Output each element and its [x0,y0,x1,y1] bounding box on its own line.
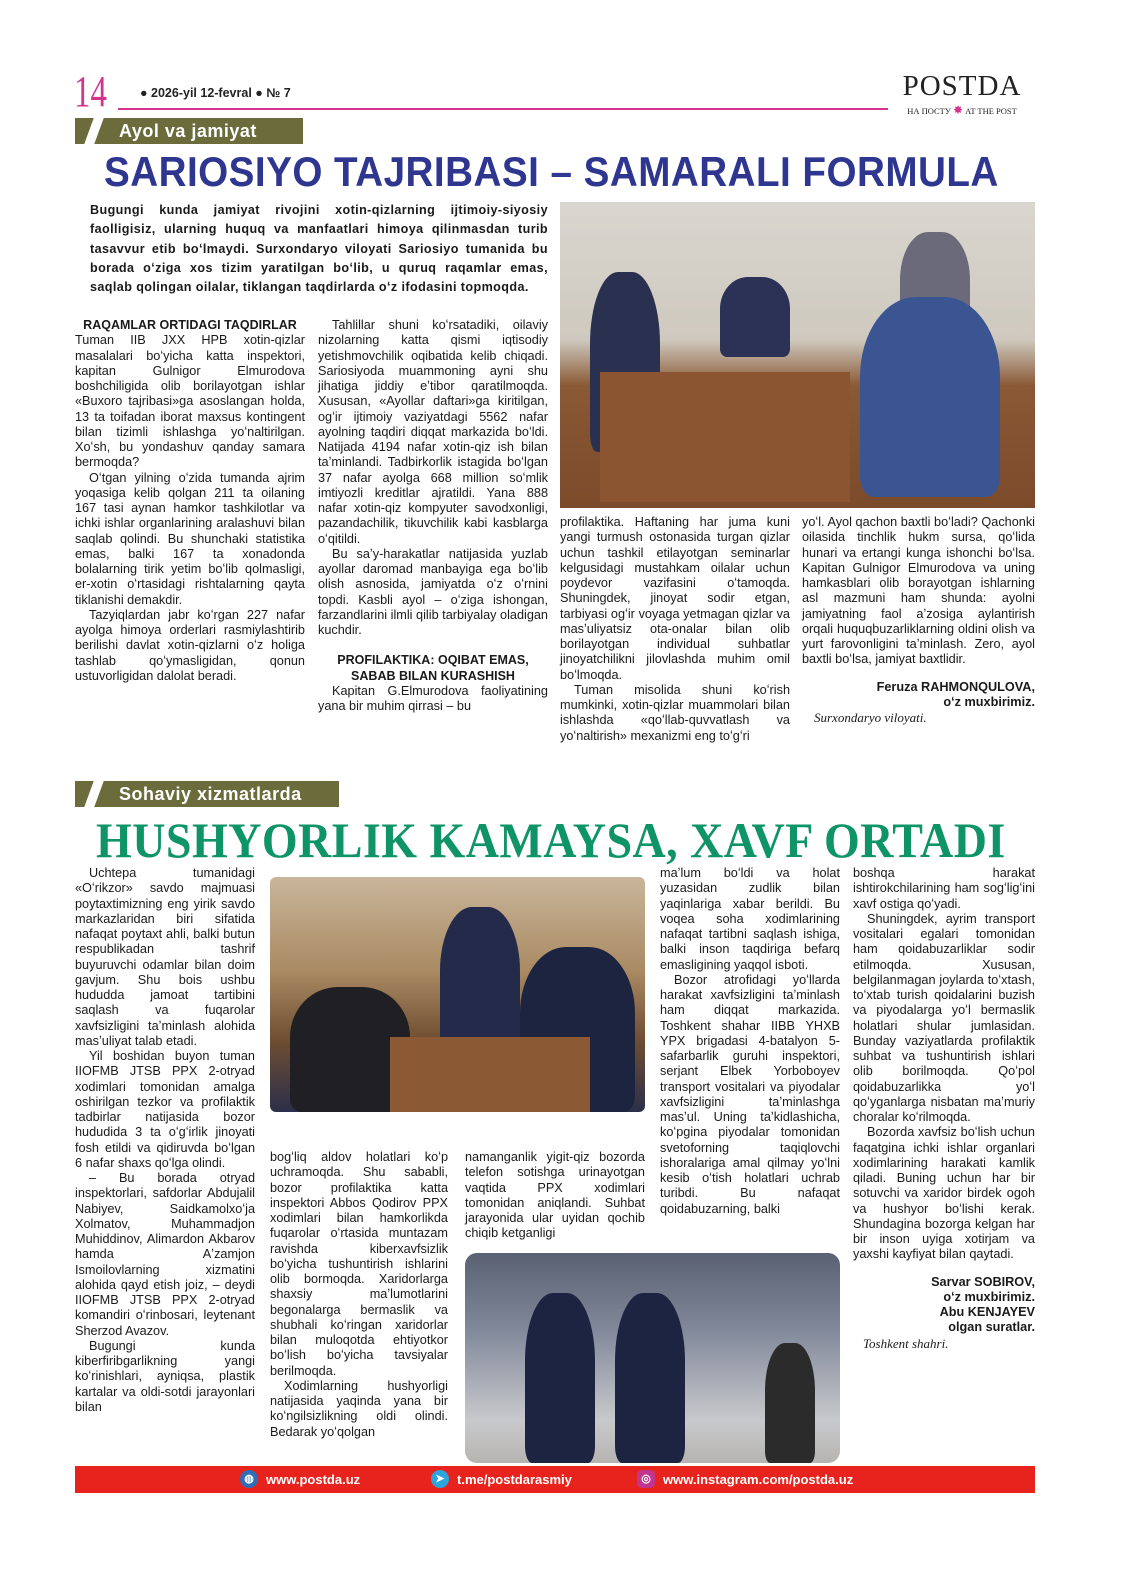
telegram-link[interactable] [431,1470,572,1488]
photo-market-patrol [465,1253,840,1463]
paragraph: Bu saʼy-harakatlar natijasida yuzlab ayollar daromad manbayiga ega boʻlib olish asnosida, jamiyatda oʻz oʻrnini topdi. Kasbli ayol – oʻziga ishongan, farzandlarini ilmli qilib tarbiyalay oladigan kuchdir. [318,546,548,637]
article-lead: Bugungi kunda jamiyat rivojini xotin-qizlarning ijtimoiy-siyosiy faolligisiz, ularning huquq va manfaatlari himoya qilinmasdan turib tasavvur etib boʻlmaydi. Surxondaryo viloyati Sariosiyo tumanida bu borada oʻziga xos tizim yaratilgan boʻlib, u quruq raqamlar emas, saqlab qolingan oilalar, tiklangan taqdirlarda oʻz ifodasini topmoqda. [90,203,548,295]
photo-office-meeting [560,202,1035,508]
globe-icon: ◍ [240,1470,258,1488]
author-role: oʻz muxbirimiz. [943,694,1035,709]
article1-column-3 [560,515,790,744]
article2-column-5 [853,866,1035,1352]
photographer-role: olgan suratlar. [948,1320,1035,1335]
instagram-icon: ◎ [637,1470,655,1488]
section-tag-label: Sohaviy xizmatlarda [119,784,302,804]
section-tag [75,781,339,807]
footer-bar [75,1466,1035,1493]
logo-sub-ru: НА ПОСТУ [907,106,951,116]
article1-column-4 [802,515,1035,726]
slash-decoration [84,118,103,144]
newspaper-logo [888,72,1036,118]
article2-column-5-text [853,866,1035,1263]
section-tag [75,118,303,144]
paragraph: yoʻl. Ayol qachon baxtli boʻladi? Qachonki oilasida tinchlik hukm sursa, qoʻlida hunari va ertangi kunga ishonchi boʻlsa. Kapitan Gulnigor Elmurodova va uning hamkasblari olib borayotgan ishlarning asl mazmuni ham shunda: ayolni jamiyatning faol aʼzosiga aylantirish orqali huquqbuzarliklarning oldini olish va yurt farovonligini taʼminlash. Zero, ayol baxtli boʻlsa, jamiyat baxtlidir. [802,515,1035,667]
page-number: 14 [74,67,107,116]
article2-column-2 [270,1150,448,1440]
author-name: Sarvar SOBIROV, [931,1274,1035,1289]
logo-sub-en: AT THE POST [965,106,1017,116]
paragraph: maʼlum boʻldi va holat yuzasidan zudlik bilan yaqinlariga xabar berildi. Bu voqea soha xodimlarining nafaqat tartibni saqlash ishiga, balki inson taqdiriga befarq emasligining yaqqol isboti. [660,866,840,972]
dateline-place: Toshkent shahri. [863,1335,949,1351]
paragraph: Xodimlarning hushyorligi natijasida yaqinda yana bir koʻngilsizlikning oldi olindi. Bedarak yoʻqolgan [270,1378,448,1439]
paragraph: Uchtepa tumanidagi «Oʻrikzor» savdo majmuasi poytaxtimizning eng yirik savdo markazlaridan biri sifatida nafaqat poytaxt ahli, balki butun respublikadan tashrif buyuruvchi odamlar bilan doim gavjum. Shu bois ushbu hududda jamoat tartibini saqlash va fuqarolar xavfsizligini taʼminlash alohida masʼuliyat talab etadi. [75,866,255,1048]
subheading: PROFILAKTIKA: OQIBAT EMAS, SABAB BILAN KURASHISH [337,653,529,683]
subheading: RAQAMLAR ORTIDAGI TAQDIRLAR [83,318,297,332]
logo-title: POSTDA [902,70,1022,102]
article2-column-4 [660,866,840,1217]
header-divider [118,108,888,110]
paragraph: – Bu borada otryad inspektorlari, safdorlar Abdujalil Nabiyev, Saidkamolxoʻja Xolmatov, Muhammadjon Muhiddinov, Alimardon Akbarov hamda Aʼzamjon Ismoilovlarning xizmatini alohida qayd etish joiz, – deydi IIOFMB JTSB PPX 2-otryad komandiri oʻrinbosari, leytenant Sherzod Avazov. [75,1171,255,1338]
article1-column-1 [75,318,305,684]
instagram-link[interactable] [637,1470,853,1488]
paragraph: Oʻtgan yilning oʻzida tumanda ajrim yoqasiga kelib qolgan 211 ta oilaning 167 tasi aynan hamkor tashkilotlar va ichki ishlar organlarining aralashuvi bilan saqlab qolindi. Bu shunchaki statistika emas, balki 167 ta xonadonda bolalarning tirik yetim boʻlib qolmasligi, er-xotin oʻrtasidagi rishtalarning qayta tiklanishi demakdir. [75,470,305,607]
paragraph: Bozor atrofidagi yoʻllarda harakat xavfsizligini taʼminlash ham diqqat markazida. Toshkent shahar IIBB YHXB YPX brigadasi 4-batalyon 5-safarbarlik guruhi inspektori, serjant Elbek Yorboboyev transport vositalari va piyodalar xavfsizligini taʼminlashga masʼul. Uning taʼkidlashicha, koʻpgina piyodalar tomonidan svetoforning taqiqlovchi ishoralariga amal qilmay yoʻlni kesib oʻtish holatlari uchrab turibdi. Bu nafaqat qoidabuzarning, balki [660,972,840,1216]
photographer-name: Abu KENJAYEV [939,1305,1035,1319]
section-tag-label: Ayol va jamiyat [119,121,257,141]
paragraph: Kapitan G.Elmurodova faoliyatining yana bir muhim qirrasi – bu [318,683,548,713]
article1-column-4-text [802,515,1035,668]
author-name: Feruza RAHMONQULOVA, [876,679,1035,694]
paragraph: Yil boshidan buyon tuman IIOFMB JTSB PPX 2-otryad xodimlari tomonidan amalga oshirilgan tezkor va profilaktik tadbirlar natijasida bozor hududida 3 ta oʻgʻirlik jinoyati fosh etildi va qidiruvda boʻlgan 6 nafar shaxs qoʻlga olindi. [75,1049,255,1170]
website-link[interactable] [240,1470,360,1488]
paragraph: namanganlik yigit-qiz bozorda telefon sotishga urinayotgan vaqtida PPX xodimlari tomonidan aniqlandi. Suhbat jarayonida ular uyidan qochib chiqib ketganligi [465,1150,645,1241]
slash-decoration [84,781,103,807]
issue-dateline: ● 2026-yil 12-fevral ● № 7 [140,86,291,100]
photo-police-office [270,877,645,1112]
instagram-link-label: www.instagram.com/postda.uz [663,1471,854,1487]
article2-column-1 [75,866,255,1415]
paragraph: Tuman IIB JXX HPB xotin-qizlar masalalari boʻyicha katta inspektori, kapitan Gulnigor Elmurodova boshchiligida olib borilayotgan ishlar «Buxoro tajribasi»ga asoslangan holda, 13 ta toifadan iborat maxsus kontingent bilan tizimli ishlashga yoʻnaltirilgan. Xoʻsh, bu yondashuv qanday samara bermoqda? [75,333,305,470]
paragraph: Shuningdek, ayrim transport vositalari egalari tomonidan ham qoidabuzarliklar sodir etilmoqda. Xususan, belgilanmagan joylarda toʻxtash, toʻxtab turish qoidalarini buzish va piyodalarga yoʻl bermaslik holatlari shular jumlasidan. Bunday vaziyatlarda profilaktik suhbat va tushuntirish ishlari olib borilmoqda. Qoʻpol qoidabuzarlikka yoʻl qoʻyganlarga nisbatan maʼmuriy choralar koʻrilmoqda. [853,911,1035,1124]
article-headline: HUSHYORLIK KAMAYSA, XAVF ORTADI [96,812,1006,868]
author-role: oʻz muxbirimiz. [943,1289,1035,1304]
paragraph: Bugungi kunda kiberfiribgarlikning yangi koʻrinishlari, ayniqsa, plastik kartalar va oldi-sotdi jarayonlari bilan [75,1338,255,1414]
article-headline: SARIOSIYO TAJRIBASI – SAMARALI FORMULA [104,148,999,195]
paragraph: bogʻliq aldov holatlari koʻp uchramoqda. Shu sababli, bozor profilaktika katta inspektori Abbos Qodirov PPX xodimlari bilan hamkorlikda fuqarolar oʻrtasida muntazam ravishda kiberxavfsizlik boʻyicha tushuntirish ishlarini olib bormoqda. Xaridorlarga shaxsiy maʼlumotlarini begonalarga bermaslik va shubhali koʻringan xaridorlar bilan muloqotda ehtiyotkor boʻlish boʻyicha tavsiyalar berilmoqda. [270,1150,448,1378]
star-icon: ✸ [952,103,964,117]
article1-column-2 [318,318,548,714]
paragraph: boshqa harakat ishtirokchilarining ham sogʻligʻini xavf ostiga qoʻyadi. [853,866,1035,911]
dateline-place: Surxondaryo viloyati. [814,710,927,725]
paragraph: profilaktika. Haftaning har juma kuni yangi turmush ostonasida turgan qizlar uchun tashkil etilayotgan seminarlar kelgusidagi mustahkam oilalar uchun poydevor vazifasini oʻtamoqda. Shuningdek, jinoyat sodir etgan, tarbiyasi ogʻir voyaga yetmagan qizlar va masʼuliyatsiz ota-onalar bilan olib borilayotgan individual suhbatlar jinoyatchilikni jilovlashda muhim omil boʻlmoqda. [560,515,790,682]
paragraph: Bozorda xavfsiz boʻlish uchun faqatgina ichki ishlar organlari xodimlarining harakati kamlik qiladi. Buning uchun har bir sotuvchi va xaridor birdek ogoh va hushyor boʻlishi kerak. Shundagina bozorga kelgan har bir inson uyiga xotirjam va yaxshi kayfiyat bilan qaytadi. [853,1125,1035,1262]
paragraph: Tuman misolida shuni koʻrish mumkinki, xotin-qizlar muammolari bilan ishlashda «qoʻllab-quvvatlash va yoʻnaltirish» mexanizmi eng toʻgʻri [560,682,790,743]
website-link-label: www.postda.uz [266,1471,361,1487]
paragraph: Tahlillar shuni koʻrsatadiki, oilaviy nizolarning katta qismi iqtisodiy yetishmovchilik oqibatida kelib chiqadi. Sariosiyoda muammoning ayni shu jihatiga jiddiy eʼtibor qaratilmoqda. Xususan, «Ayollar daftari»ga kiritilgan, ogʻir ijtimoiy vaziyatdagi 5562 nafar ayolning taqdiri diqqat markazida boʻldi. Natijada 4194 nafar xotin-qiz ish bilan taʼminlandi. Tadbirkorlik istagida boʻlgan 37 nafar ayolga 668 million soʻmlik imtiyozli kreditlar ajratildi. Yana 888 nafar xotin-qiz kompyuter savodxonligi, pazandachilik, tikuvchilik kabi kasblarga oʻqitildi. [318,318,548,546]
logo-subtitle [888,103,1036,118]
article2-column-3 [465,1150,645,1242]
telegram-link-label: t.me/postdarasmiy [457,1471,572,1487]
paragraph: Tazyiqlardan jabr koʻrgan 227 nafar ayolga himoya orderlari rasmiylashtirib berilishi davlat xotin-qizlarni oʻz holiga tashlab qoʻymasligidan, qonun ustuvorligidan dalolat beradi. [75,607,305,683]
telegram-icon: ➤ [431,1470,449,1488]
